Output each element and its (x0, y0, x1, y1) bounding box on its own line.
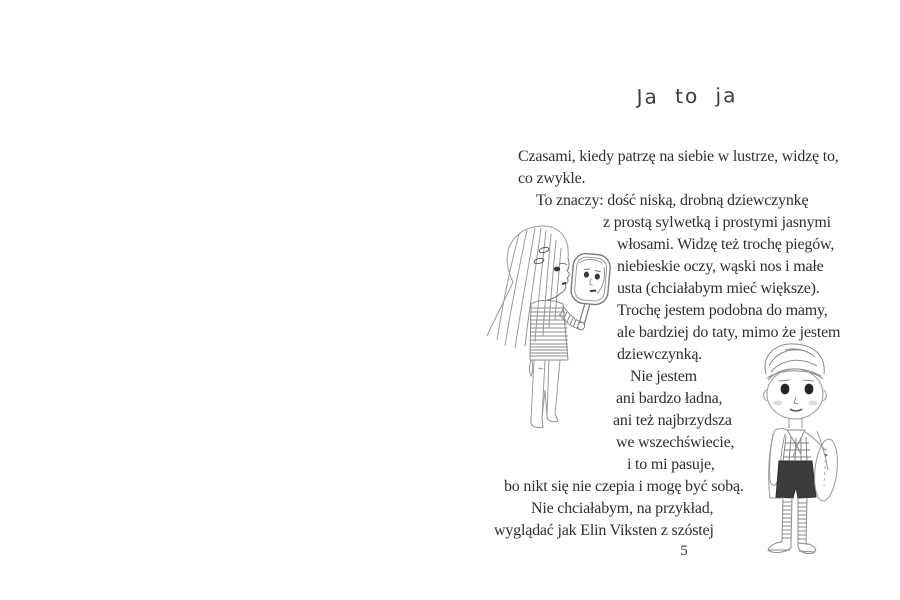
text-line: ale bardziej do taty, mimo że jestem (617, 324, 841, 341)
boy-cheek (809, 400, 818, 405)
text-line: ani też najbrzydsza (613, 412, 732, 429)
page-number: 5 (680, 543, 688, 559)
boy-ear (764, 390, 767, 401)
boy-hair (765, 344, 824, 380)
boy-ear (823, 390, 826, 401)
text-line: wyglądać jak Elin Viksten z szóstej (494, 522, 714, 539)
text-line: Czasami, kiedy patrzę na siebie w lustrze, widzę to, (518, 148, 839, 165)
text-line: usta (chciałabym mieć większe). (617, 280, 820, 297)
boy-striped-stockings (782, 497, 807, 545)
text-line: we wszechświecie, (616, 434, 735, 451)
hand-mirror (568, 253, 611, 327)
girl-lips (562, 283, 566, 284)
boy-cheek (774, 400, 783, 405)
boy-arm (770, 434, 777, 485)
text-line: Trochę jestem podobna do mamy, (617, 302, 828, 319)
text-line: Nie jestem (630, 368, 697, 385)
text-line: włosami. Widzę też trochę piegów, (617, 236, 835, 253)
text-line: z prostą sylwetką i prostymi jasnymi (603, 214, 831, 231)
girl-feet (531, 414, 558, 428)
boy-shoes (768, 542, 816, 554)
text-line: i to mi pasuje, (627, 456, 715, 473)
boy-mouth (790, 409, 802, 411)
text-line: co zwykle. (518, 170, 586, 187)
text-line: dziewczynką. (617, 346, 703, 363)
girl-with-mirror-illustration (483, 220, 613, 435)
text-line: Nie chciałabym, na przykład, (531, 500, 714, 517)
boy-plaid-shirt (783, 436, 811, 462)
text-line: bo nikt się nie czepia i mogę być sobą. (504, 478, 744, 495)
boy-shorts (776, 461, 816, 498)
boy-nose (794, 397, 798, 404)
girl-eye (554, 267, 560, 272)
text-line: niebieskie oczy, wąski nos i małe (617, 258, 824, 275)
girl-pants (531, 360, 560, 420)
page-title: Ja to ja (636, 83, 738, 109)
text-line: To znaczy: dość niską, drobną dziewczynkę (536, 192, 809, 209)
boy-eye (781, 384, 790, 395)
mirror-reflection (577, 259, 606, 295)
boy-eye (805, 384, 814, 395)
text-line: ani bardzo ładna, (616, 390, 723, 407)
girl-arm (559, 306, 581, 329)
boy-illustration (733, 340, 838, 560)
